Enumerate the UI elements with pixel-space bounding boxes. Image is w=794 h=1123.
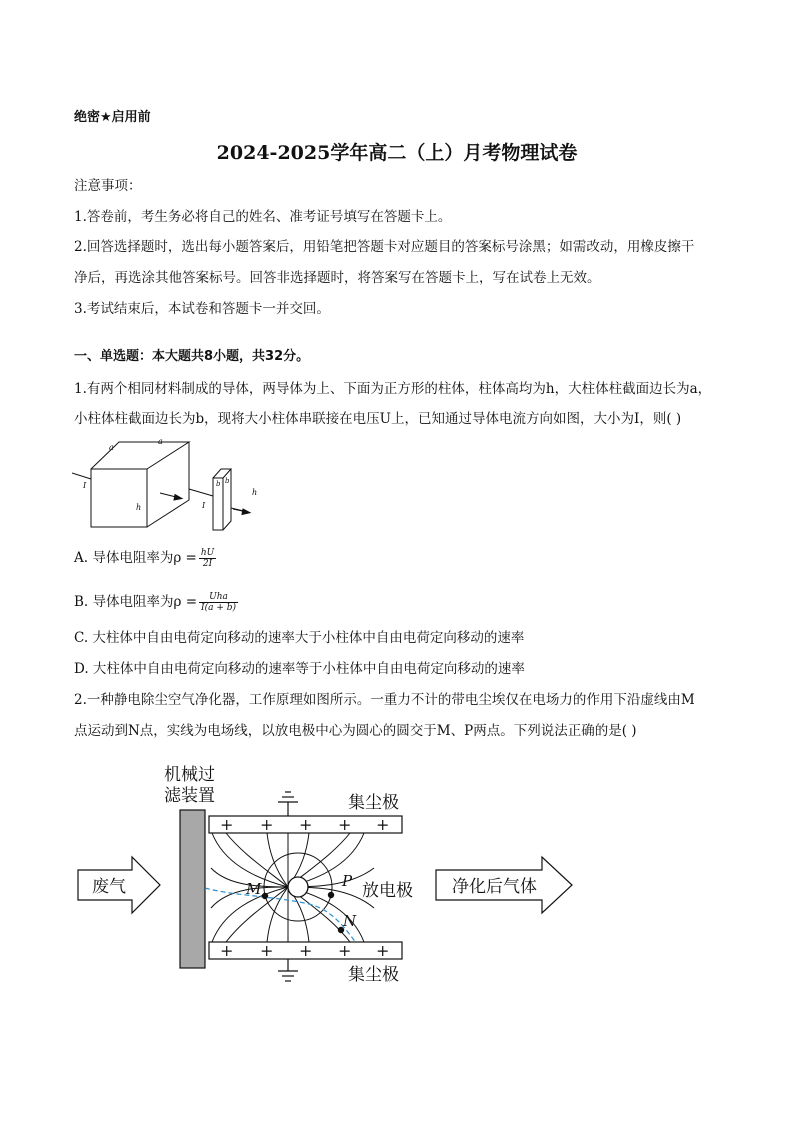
- notice-item-2: 2.回答选择题时，选出每小题答案后，用铅笔把答题卡对应题目的答案标号涂黑；如需改动，用橡皮擦干: [74, 239, 695, 255]
- filter-label-2: 滤装置: [164, 786, 215, 806]
- exam-title: 2024-2025学年高二（上）月考物理试卷: [216, 142, 578, 164]
- label-b2: b: [225, 477, 230, 485]
- point-m-dot: [262, 893, 268, 899]
- plus-sign: +: [338, 815, 352, 834]
- q1-option-a-fraction: [199, 548, 216, 569]
- q1-option-b-text: B. 导体电阻率为ρ =: [74, 594, 198, 610]
- current-arrowhead-big: [174, 495, 182, 501]
- section-heading: 一、单选题：本大题共8小题，共32分。: [74, 349, 310, 364]
- current-arrowhead-small: [242, 509, 250, 515]
- fraction-denominator: I(a + b): [201, 603, 237, 613]
- label-b1: b: [216, 480, 221, 488]
- mechanical-filter: [180, 810, 205, 968]
- q1-option-c[interactable]: C. 大柱体中自由电荷定向移动的速率大于小柱体中自由电荷定向移动的速率: [74, 630, 525, 646]
- big-cube-side: [147, 442, 189, 527]
- label-a2: a: [158, 437, 163, 446]
- discharge-label: 放电极: [362, 881, 413, 901]
- plus-sign: +: [299, 815, 313, 834]
- notice-item-3: 3.考试结束后，本试卷和答题卡一并交回。: [74, 301, 330, 317]
- q1-option-d[interactable]: D. 大柱体中自由电荷定向移动的速率等于小柱体中自由电荷定向移动的速率: [74, 661, 525, 677]
- plus-sign: +: [376, 815, 390, 834]
- big-cube-front: [91, 469, 147, 527]
- big-cube-top: [91, 442, 189, 469]
- plus-sign: +: [299, 941, 313, 960]
- plus-sign: +: [220, 941, 234, 960]
- label-I2: I: [202, 501, 206, 510]
- notice-heading: 注意事项：: [74, 178, 142, 194]
- q1-option-b[interactable]: [74, 592, 238, 613]
- q2-air-purifier-figure: [74, 758, 574, 998]
- label-h1: h: [136, 503, 142, 512]
- confidential-mark: 绝密★启用前: [74, 110, 151, 125]
- fraction-numerator: hU: [200, 548, 215, 558]
- q1-option-b-fraction: [199, 592, 238, 613]
- ground-symbol-bottom: [278, 959, 298, 981]
- clean-gas-label: 净化后气体: [452, 877, 537, 897]
- plus-sign: +: [220, 815, 234, 834]
- fraction-denominator: 2I: [202, 559, 213, 569]
- plus-sign: +: [260, 941, 274, 960]
- plus-sign: +: [338, 941, 352, 960]
- collector-label-bottom: 集尘极: [348, 965, 399, 985]
- waste-gas-label: 废气: [92, 877, 126, 897]
- q1-conductor-figure: [72, 436, 272, 544]
- plus-sign: +: [376, 941, 390, 960]
- fraction-numerator: Uha: [199, 592, 238, 603]
- label-I1: I: [83, 481, 87, 490]
- q1-option-a-text: A. 导体电阻率为ρ =: [74, 550, 197, 566]
- wire-in: [72, 473, 91, 479]
- q1-option-a[interactable]: [74, 548, 216, 569]
- point-p-dot: [328, 892, 334, 898]
- q1-line-1: 1.有两个相同材料制成的导体，两导体为上、下面为正方形的柱体，柱体高均为h，大柱体柱截面边长为a，: [74, 381, 712, 397]
- q2-line-1: 2.一种静电除尘空气净化器，工作原理如图所示。一重力不计的带电尘埃仅在电场力的作用下沿虚线由M: [74, 692, 695, 708]
- ground-symbol-top: [278, 792, 298, 816]
- point-p-label: P: [342, 872, 353, 890]
- wire-mid: [189, 489, 213, 496]
- label-a1: a: [109, 443, 114, 452]
- notice-item-1: 1.答卷前，考生务必将自己的姓名、准考证号填写在答题卡上。: [74, 209, 452, 225]
- filter-label-1: 机械过: [164, 765, 215, 785]
- q2-line-2: 点运动到N点，实线为电场线，以放电极中心为圆心的圆交于M、P两点。下列说法正确的是( ): [74, 723, 637, 739]
- notice-item-2-cont: 净后，再选涂其他答案标号。回答非选择题时，将答案写在答题卡上，写在试卷上无效。: [74, 270, 601, 286]
- point-m-label: M: [246, 880, 262, 898]
- collector-label-top: 集尘极: [348, 793, 399, 813]
- label-h2: h: [252, 488, 258, 497]
- discharge-electrode: [288, 877, 308, 897]
- plus-sign: +: [260, 815, 274, 834]
- point-n-label: N: [343, 912, 357, 930]
- q1-line-2: 小柱体柱截面边长为b，现将大小柱体串联接在电压U上，已知通过导体电流方向如图，大小为I，则( ): [74, 411, 682, 427]
